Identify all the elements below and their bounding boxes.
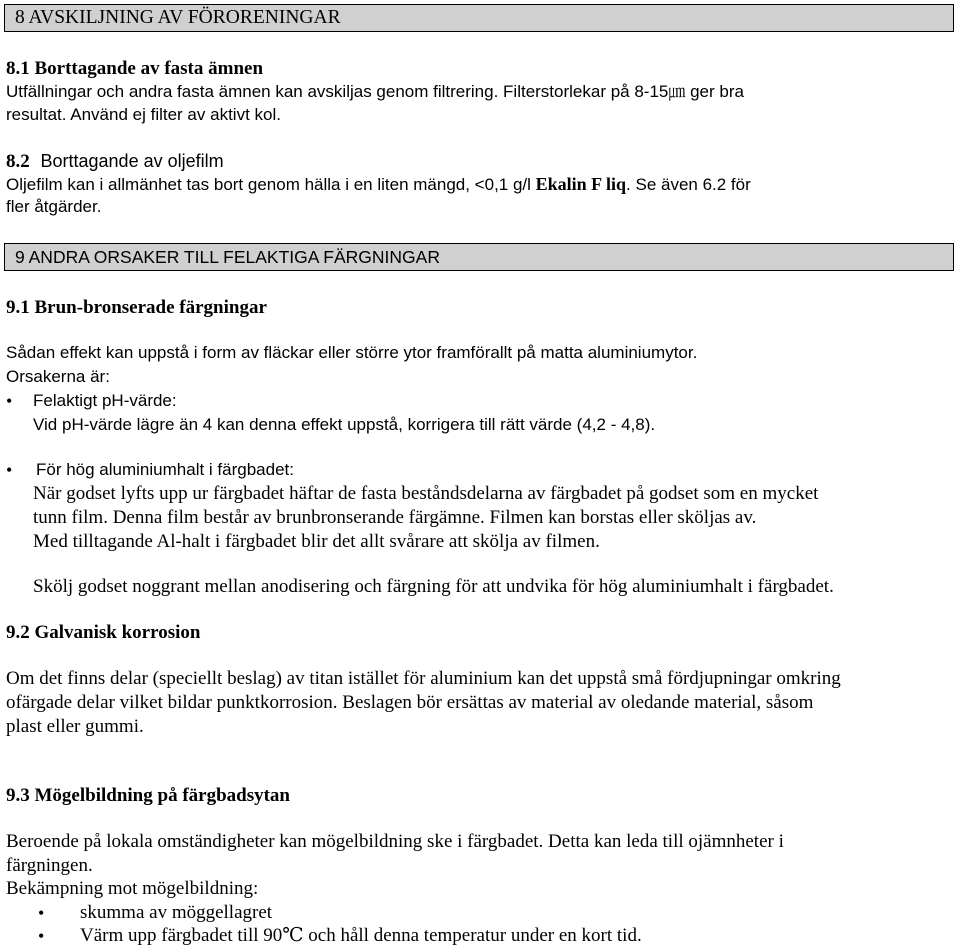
section-8-2-line-2: fler åtgärder. — [6, 197, 102, 216]
section-9-3-line-3: Bekämpning mot mögelbildning: — [6, 878, 259, 899]
section-9-1-paragraph-1: Sådan effekt kan uppstå i form av fläckar eller större ytor framförallt på matta aluminiumytor. — [6, 343, 698, 362]
section-8-heading: 8 AVSKILJNING AV FÖRORENINGAR — [15, 7, 341, 28]
section-9-3-bullet-2: Värm upp färgbadet till 90℃ och håll denna temperatur under en kort tid. — [80, 925, 642, 946]
section-9-3-line-1: Beroende på lokala omständigheter kan mögelbildning ske i färgbadet. Detta kan leda till ojämnheter i — [6, 831, 784, 852]
bullet-2-title: För hög aluminiumhalt i färgbadet: — [36, 460, 294, 479]
bullet-marker: • — [38, 903, 45, 923]
bullet-2-line-4: Skölj godset noggrant mellan anodisering och färgning för att undvika för hög aluminiumhalt i färgbadet. — [33, 576, 834, 597]
section-9-3-bullet-1: skumma av möggellagret — [80, 902, 273, 923]
bullet-marker: • — [38, 926, 45, 946]
bullet-marker: • — [6, 460, 13, 480]
section-9-2-line-2: ofärgade delar vilket bildar punktkorrosion. Beslagen bör ersättas av material av oledande material, såsom — [6, 692, 814, 713]
section-9-header-bar — [4, 243, 954, 271]
section-8-2-line-1-post: . Se även 6.2 för — [626, 175, 751, 194]
section-9-2-title: 9.2 Galvanisk korrosion — [6, 622, 201, 643]
section-9-2-line-3: plast eller gummi. — [6, 716, 144, 737]
section-8-2-line-1 — [6, 172, 751, 197]
bullet-2-line-2: tunn film. Denna film består av brunbronserande färgämne. Filmen kan borstas eller sköljas av. — [33, 507, 757, 528]
section-8-2-product-name: Ekalin F liq — [535, 174, 627, 194]
section-8-1-title: 8.1 Borttagande av fasta ämnen — [6, 58, 264, 79]
section-8-2-line-1-pre: Oljefilm kan i allmänhet tas bort genom hälla i en liten mängd, <0,1 g/l — [6, 175, 536, 194]
section-8-1-line-1: Utfällningar och andra fasta ämnen kan avskiljas genom filtrering. Filterstorlekar på 8-15㎛ ger bra — [6, 82, 744, 101]
section-8-2-title-text: Borttagande av oljefilm — [40, 151, 224, 171]
section-9-1-title: 9.1 Brun-bronserade färgningar — [6, 297, 267, 318]
bullet-2-line-3: Med tilltagande Al-halt i färgbadet blir det allt svårare att skölja av filmen. — [33, 531, 600, 552]
section-8-2-number: 8.2 — [6, 151, 30, 172]
section-9-1-paragraph-2: Orsakerna är: — [6, 367, 110, 386]
bullet-1-title: Felaktigt pH-värde: — [33, 391, 177, 410]
section-8-1-line-2: resultat. Använd ej filter av aktivt kol. — [6, 105, 281, 124]
section-9-3-line-2: färgningen. — [6, 855, 93, 876]
bullet-1-text: Vid pH-värde lägre än 4 kan denna effekt uppstå, korrigera till rätt värde (4,2 - 4,8). — [33, 415, 656, 434]
bullet-2-line-1: När godset lyfts upp ur färgbadet häftar de fasta beståndsdelarna av färgbadet på godset som en mycket — [33, 483, 819, 504]
section-9-2-line-1: Om det finns delar (speciellt beslag) av titan istället för aluminium kan det uppstå små fördjupningar omkring — [6, 668, 841, 689]
section-9-heading: 9 ANDRA ORSAKER TILL FELAKTIGA FÄRGNINGAR — [15, 247, 440, 267]
bullet-marker: • — [6, 391, 13, 411]
section-8-2-title — [6, 149, 224, 174]
section-9-3-title: 9.3 Mögelbildning på färgbadsytan — [6, 785, 290, 806]
section-8-header-bar — [4, 4, 954, 32]
